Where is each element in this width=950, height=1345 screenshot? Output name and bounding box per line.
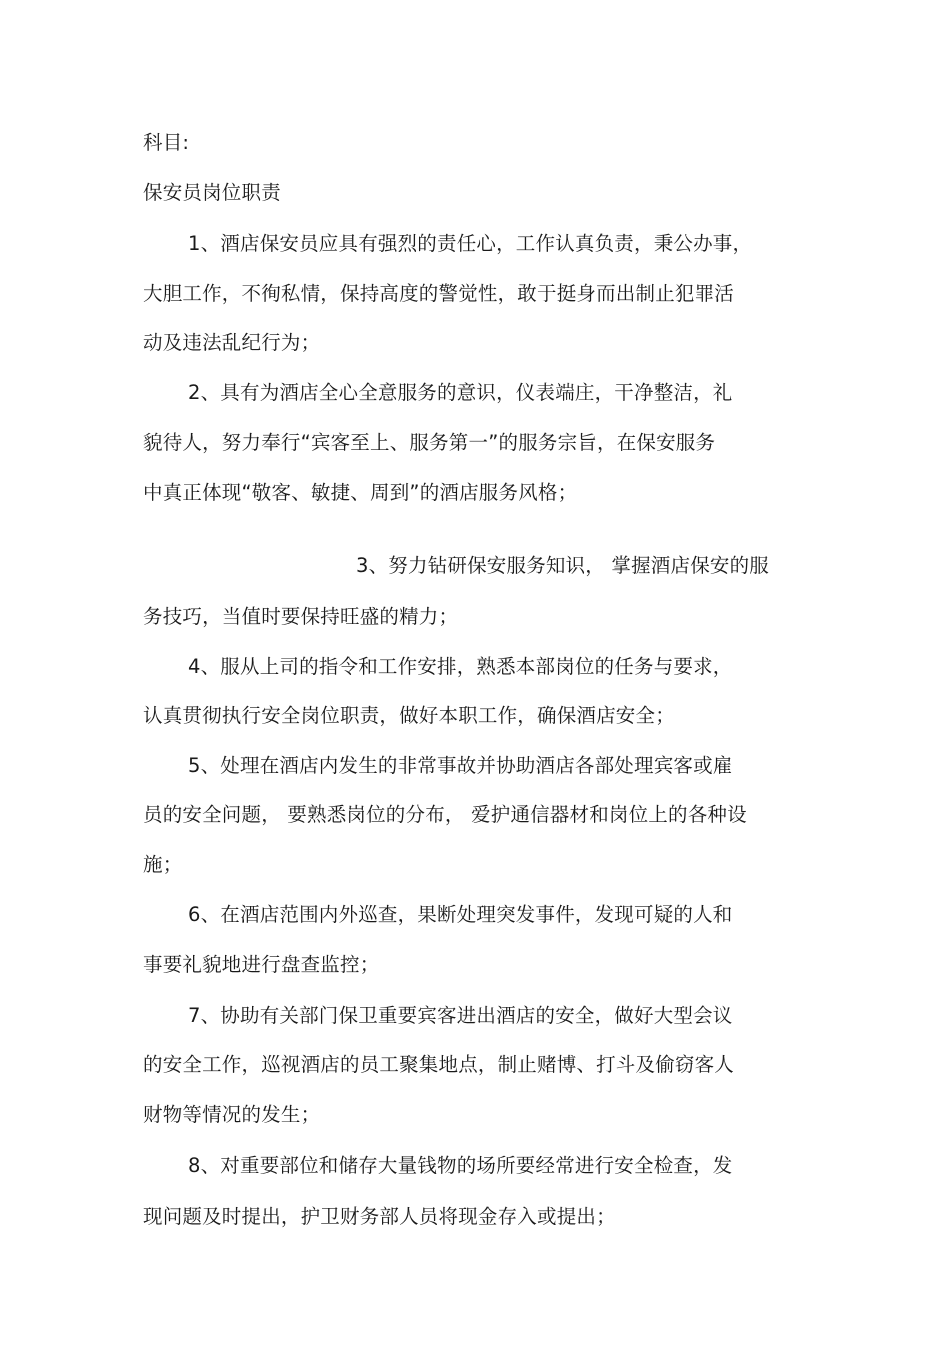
paragraph-line: 1、酒店保安员应具有强烈的责任心，工作认真负责，秉公办事，	[188, 232, 753, 255]
paragraph-line: 3、努力钻研保安服务知识， 掌握酒店保安的服	[356, 554, 770, 577]
paragraph-line: 的安全工作，巡视酒店的员工聚集地点，制止赌博、打斗及偷窃客人	[143, 1053, 735, 1076]
paragraph-line: 7、协助有关部门保卫重要宾客进出酒店的安全，做好大型会议	[188, 1004, 733, 1027]
paragraph-line: 5、处理在酒店内发生的非常事故并协助酒店各部处理宾客或雇	[188, 754, 733, 777]
paragraph-line: 认真贯彻执行安全岗位职责，做好本职工作，确保酒店安全；	[143, 704, 675, 727]
paragraph-line: 4、服从上司的指令和工作安排，熟悉本部岗位的任务与要求，	[188, 655, 733, 678]
document-title: 保安员岗位职责	[143, 181, 281, 204]
paragraph-line: 财物等情况的发生；	[143, 1103, 321, 1126]
paragraph-line: 动及违法乱纪行为；	[143, 331, 321, 354]
paragraph-line: 现问题及时提出，护卫财务部人员将现金存入或提出；	[143, 1205, 616, 1228]
subject-label: 科目:	[143, 131, 190, 154]
paragraph-line: 大胆工作，不徇私情，保持高度的警觉性，敢于挺身而出制止犯罪活	[143, 282, 735, 305]
paragraph-line: 貌待人，努力奉行“宾客至上、服务第一”的服务宗旨，在保安服务	[143, 431, 716, 454]
paragraph-line: 2、具有为酒店全心全意服务的意识，仪表端庄，干净整洁，礼	[188, 381, 733, 404]
paragraph-line: 务技巧，当值时要保持旺盛的精力；	[143, 605, 459, 628]
paragraph-line: 8、对重要部位和储存大量钱物的场所要经常进行安全检查，发	[188, 1154, 733, 1177]
paragraph-line: 员的安全问题， 要熟悉岗位的分布， 爱护通信器材和岗位上的各种设	[143, 803, 747, 826]
paragraph-line: 事要礼貌地进行盘查监控；	[143, 953, 380, 976]
paragraph-line: 施；	[143, 853, 183, 876]
paragraph-line: 中真正体现“敬客、敏捷、周到”的酒店服务风格；	[143, 481, 578, 504]
paragraph-line: 6、在酒店范围内外巡查，果断处理突发事件，发现可疑的人和	[188, 903, 733, 926]
